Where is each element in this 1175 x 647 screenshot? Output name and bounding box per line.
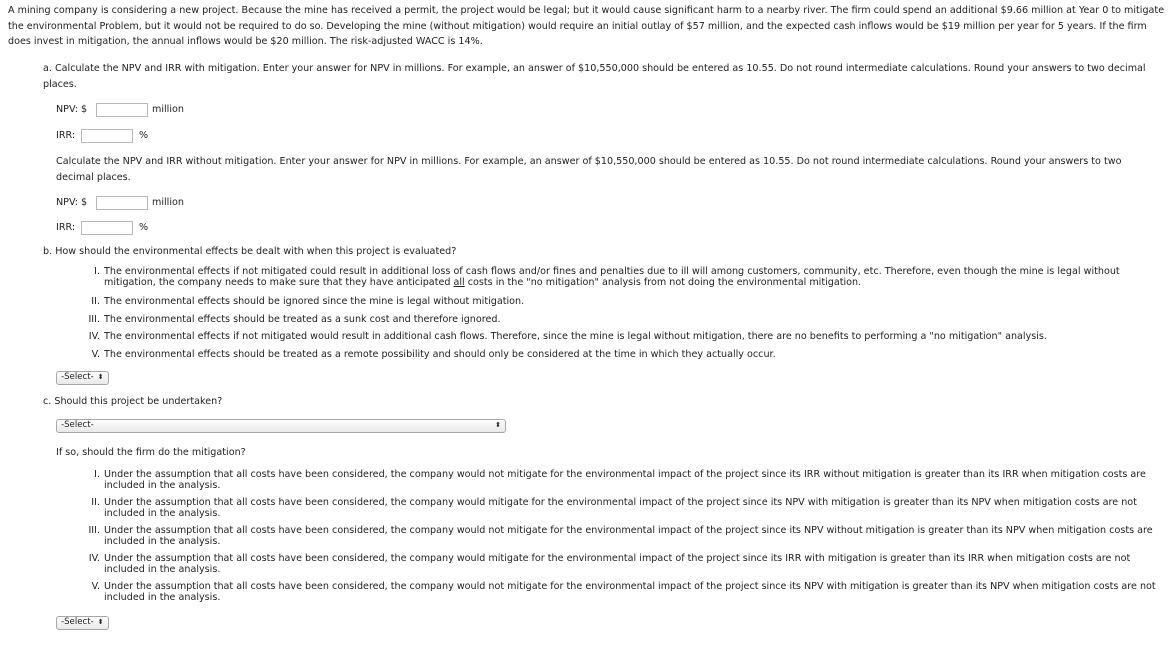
undertake-project-select[interactable]: -Select- ⬍ bbox=[56, 419, 506, 433]
part-b-option-5: V. The environmental effects should be treated as a remote possibility and should only be considered at the time in which they actually occur. bbox=[91, 348, 776, 360]
npv-with-input[interactable] bbox=[96, 103, 148, 117]
part-c-option-1: I. Under the assumption that all costs have been considered, the company would not mitigate for the environmental impact of the project since its IRR without mitigation is greater than its IRR when mitigation costs are included in the analysis. bbox=[94, 469, 1146, 491]
part-c-option-2: II. Under the assumption that all costs have been considered, the company would mitigate for the environmental impact of the project since its NPV with mitigation is greater than its NPV when mitigation costs are not included in the analysis. bbox=[91, 497, 1137, 519]
part-b-question: b. How should the environmental effects be dealt with when this project is evaluated? bbox=[43, 246, 457, 257]
part-c-option-4: IV. Under the assumption that all costs have been considered, the company would mitigate for the environmental impact of the project since its IRR with mitigation is greater than its IRR when mitigation costs are not included in the analysis. bbox=[88, 553, 1131, 575]
part-b-select[interactable]: -Select- ⬍ bbox=[56, 371, 109, 385]
part-b-option-4: IV. The environmental effects if not mitigated would result in additional cash flows. Therefore, since the mine is legal without mitigation, there are no benefits to performing a "no mitigation" analysis. bbox=[88, 331, 1047, 342]
part-b-option-2: II. The environmental effects should be ignored since the mine is legal without mitigation. bbox=[91, 296, 525, 307]
part-c-option-3: III. Under the assumption that all costs have been considered, the company would not mitigate for the environmental impact of the project since its NPV without mitigation is greater than its NPV when mitigation costs are included in the analysis. bbox=[88, 525, 1153, 547]
mitigation-select[interactable]: -Select- ⬍ bbox=[56, 616, 109, 630]
npv-without-row bbox=[56, 195, 184, 211]
part-c-select-row bbox=[56, 419, 506, 433]
npv-without-unit: million bbox=[152, 197, 184, 208]
part-b-options bbox=[88, 266, 1154, 362]
irr-with-label: IRR: bbox=[56, 130, 76, 141]
irr-without-unit: % bbox=[139, 222, 149, 233]
npv-without-label: NPV: $ bbox=[56, 197, 88, 208]
problem-statement: A mining company is considering a new project. Because the mine has received a permit, the project would be legal; but it would cause significant harm to a nearby river. The firm could spend an additional $9.66 million at Year 0 to mitigate the environmental Problem, but it would not be required to do so. Developing the mine (without mitigation) would require an initial outlay of $57 million, and the expected cash inflows would be $19 million per year for 5 years. If the firm does invest in mitigation, the annual inflows would be $20 million. The risk-adjusted WACC is 14%. bbox=[8, 5, 1165, 47]
irr-without-label: IRR: bbox=[56, 222, 76, 233]
part-c-options bbox=[88, 469, 1164, 603]
mitigation-question: If so, should the firm do the mitigation? bbox=[56, 447, 246, 458]
npv-with-unit: million bbox=[152, 104, 184, 115]
up-down-arrows-icon: ⬍ bbox=[495, 421, 501, 430]
part-b-option-1: I. The environmental effects if not mitigated could result in additional loss of cash flows and/or fines and penalties due to ill will among customers, community, etc. Therefore, even though the mine is legal without mitigation, the company needs to make sure that they have anticipated all costs in the "no mitigation" analysis from not doing the environmental mitigation. bbox=[94, 266, 1120, 288]
irr-without-row bbox=[56, 220, 148, 236]
npv-with-label: NPV: $ bbox=[56, 104, 88, 115]
up-down-arrows-icon: ⬍ bbox=[97, 373, 104, 382]
part-b-option-3: III. The environmental effects should be treated as a sunk cost and therefore ignored. bbox=[88, 313, 501, 325]
part-c-question: c. Should this project be undertaken? bbox=[43, 396, 223, 407]
irr-without-input[interactable] bbox=[81, 221, 133, 235]
npv-without-input[interactable] bbox=[96, 196, 148, 210]
part-c-option-5: V. Under the assumption that all costs have been considered, the company would not mitigate for the environmental impact of the project since its NPV with mitigation is greater than its NPV when mitigation costs are not included in the analysis. bbox=[91, 581, 1156, 603]
mitigation-select-row bbox=[56, 616, 109, 630]
part-b-select-row bbox=[56, 371, 109, 385]
npv-with-row bbox=[56, 102, 184, 118]
irr-with-row bbox=[56, 128, 148, 144]
irr-with-input[interactable] bbox=[81, 129, 133, 143]
up-down-arrows-icon: ⬍ bbox=[97, 618, 104, 627]
part-a-prompt-with: a. Calculate the NPV and IRR with mitigation. Enter your answer for NPV in millions. For example, an answer of $10,550,000 should be entered as 10.55. Do not round intermediate calculations. Round your answers to two decimal places. bbox=[43, 63, 1146, 90]
part-a-prompt-without: Calculate the NPV and IRR without mitigation. Enter your answer for NPV in millions. For example, an answer of $10,550,000 should be entered as 10.55. Do not round intermediate calculations. Round your answers to two decimal places. bbox=[56, 156, 1122, 183]
irr-with-unit: % bbox=[139, 130, 149, 141]
